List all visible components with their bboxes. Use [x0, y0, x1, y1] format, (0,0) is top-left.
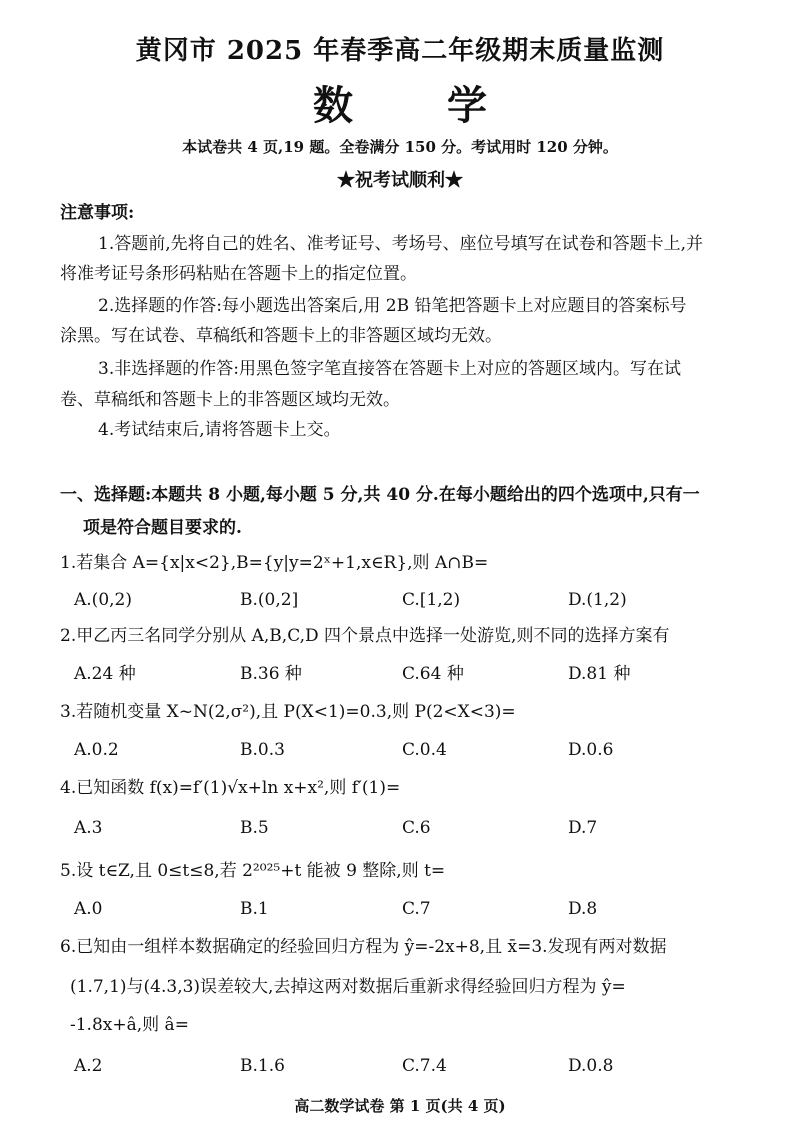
- question-stem-cont: -1.8x+â,则 â=: [70, 1015, 189, 1035]
- notice-line: 2.选择题的作答:每小题选出答案后,用 2B 铅笔把答题卡上对应题目的答案标号: [98, 296, 687, 316]
- question-stem: 4.已知函数 f(x)=f′(1)√x+ln x+x²,则 f′(1)=: [60, 778, 401, 798]
- notice-line: 1.答题前,先将自己的姓名、准考证号、考场号、座位号填写在试卷和答题卡上,并: [98, 234, 704, 254]
- option-d: D.0.8: [568, 1056, 614, 1076]
- option-d: D.7: [568, 818, 598, 838]
- notice-heading: 注意事项:: [60, 203, 135, 223]
- option-b: B.1: [240, 899, 269, 919]
- question-stem: 6.已知由一组样本数据确定的经验回归方程为 ŷ=-2x+8,且 x̄=3.发现有两对数据: [60, 937, 667, 957]
- question-stem: 1.若集合 A={x|x<2},B={y|y=2ˣ+1,x∈R},则 A∩B=: [60, 553, 489, 573]
- page-footer: 高二数学试卷 第 1 页(共 4 页): [294, 1097, 506, 1115]
- option-a: A.3: [74, 818, 103, 838]
- option-b: B.36 种: [240, 664, 302, 684]
- section-heading-cont: 项是符合题目要求的.: [83, 518, 242, 538]
- notice-line: 涂黑。写在试卷、草稿纸和答题卡上的非答题区域均无效。: [60, 326, 502, 346]
- blessing-line: ★祝考试顺利★: [337, 170, 463, 191]
- notice-line: 卷、草稿纸和答题卡上的非答题区域均无效。: [60, 390, 400, 410]
- option-b: B.(0,2]: [240, 590, 299, 610]
- option-c: C.7.4: [402, 1056, 447, 1076]
- option-a: A.0: [74, 899, 103, 919]
- option-c: C.7: [402, 899, 431, 919]
- notice-line: 将准考证号条形码粘贴在答题卡上的指定位置。: [60, 264, 417, 284]
- option-d: D.0.6: [568, 740, 614, 760]
- question-stem-cont: (1.7,1)与(4.3,3)误差较大,去掉这两对数据后重新求得经验回归方程为 ŷ=: [70, 977, 626, 997]
- option-b: B.0.3: [240, 740, 285, 760]
- option-c: C.0.4: [402, 740, 447, 760]
- option-d: D.(1,2): [568, 590, 627, 610]
- subject-title: 数 学: [313, 82, 527, 129]
- question-stem: 3.若随机变量 X~N(2,σ²),且 P(X<1)=0.3,则 P(2<X<3)=: [60, 702, 516, 722]
- option-a: A.(0,2): [74, 590, 132, 610]
- section-heading: 一、选择题:本题共 8 小题,每小题 5 分,共 40 分.在每小题给出的四个选项中,只有一: [60, 485, 700, 505]
- option-d: D.81 种: [568, 664, 631, 684]
- option-b: B.5: [240, 818, 269, 838]
- option-a: A.24 种: [74, 664, 136, 684]
- option-c: C.[1,2): [402, 590, 461, 610]
- option-a: A.2: [74, 1056, 103, 1076]
- option-c: C.64 种: [402, 664, 464, 684]
- question-stem: 2.甲乙丙三名同学分别从 A,B,C,D 四个景点中选择一处游览,则不同的选择方案有: [60, 626, 670, 646]
- option-b: B.1.6: [240, 1056, 285, 1076]
- option-a: A.0.2: [74, 740, 119, 760]
- option-c: C.6: [402, 818, 431, 838]
- notice-line: 3.非选择题的作答:用黑色签字笔直接答在答题卡上对应的答题区域内。写在试: [98, 359, 681, 379]
- exam-info: 本试卷共 4 页,19 题。全卷满分 150 分。考试用时 120 分钟。: [182, 138, 618, 156]
- question-stem: 5.设 t∈Z,且 0≤t≤8,若 2²⁰²⁵+t 能被 9 整除,则 t=: [60, 861, 446, 881]
- option-d: D.8: [568, 899, 598, 919]
- exam-title: 黄冈市 2025 年春季高二年级期末质量监测: [135, 36, 665, 66]
- notice-line: 4.考试结束后,请将答题卡上交。: [98, 420, 341, 440]
